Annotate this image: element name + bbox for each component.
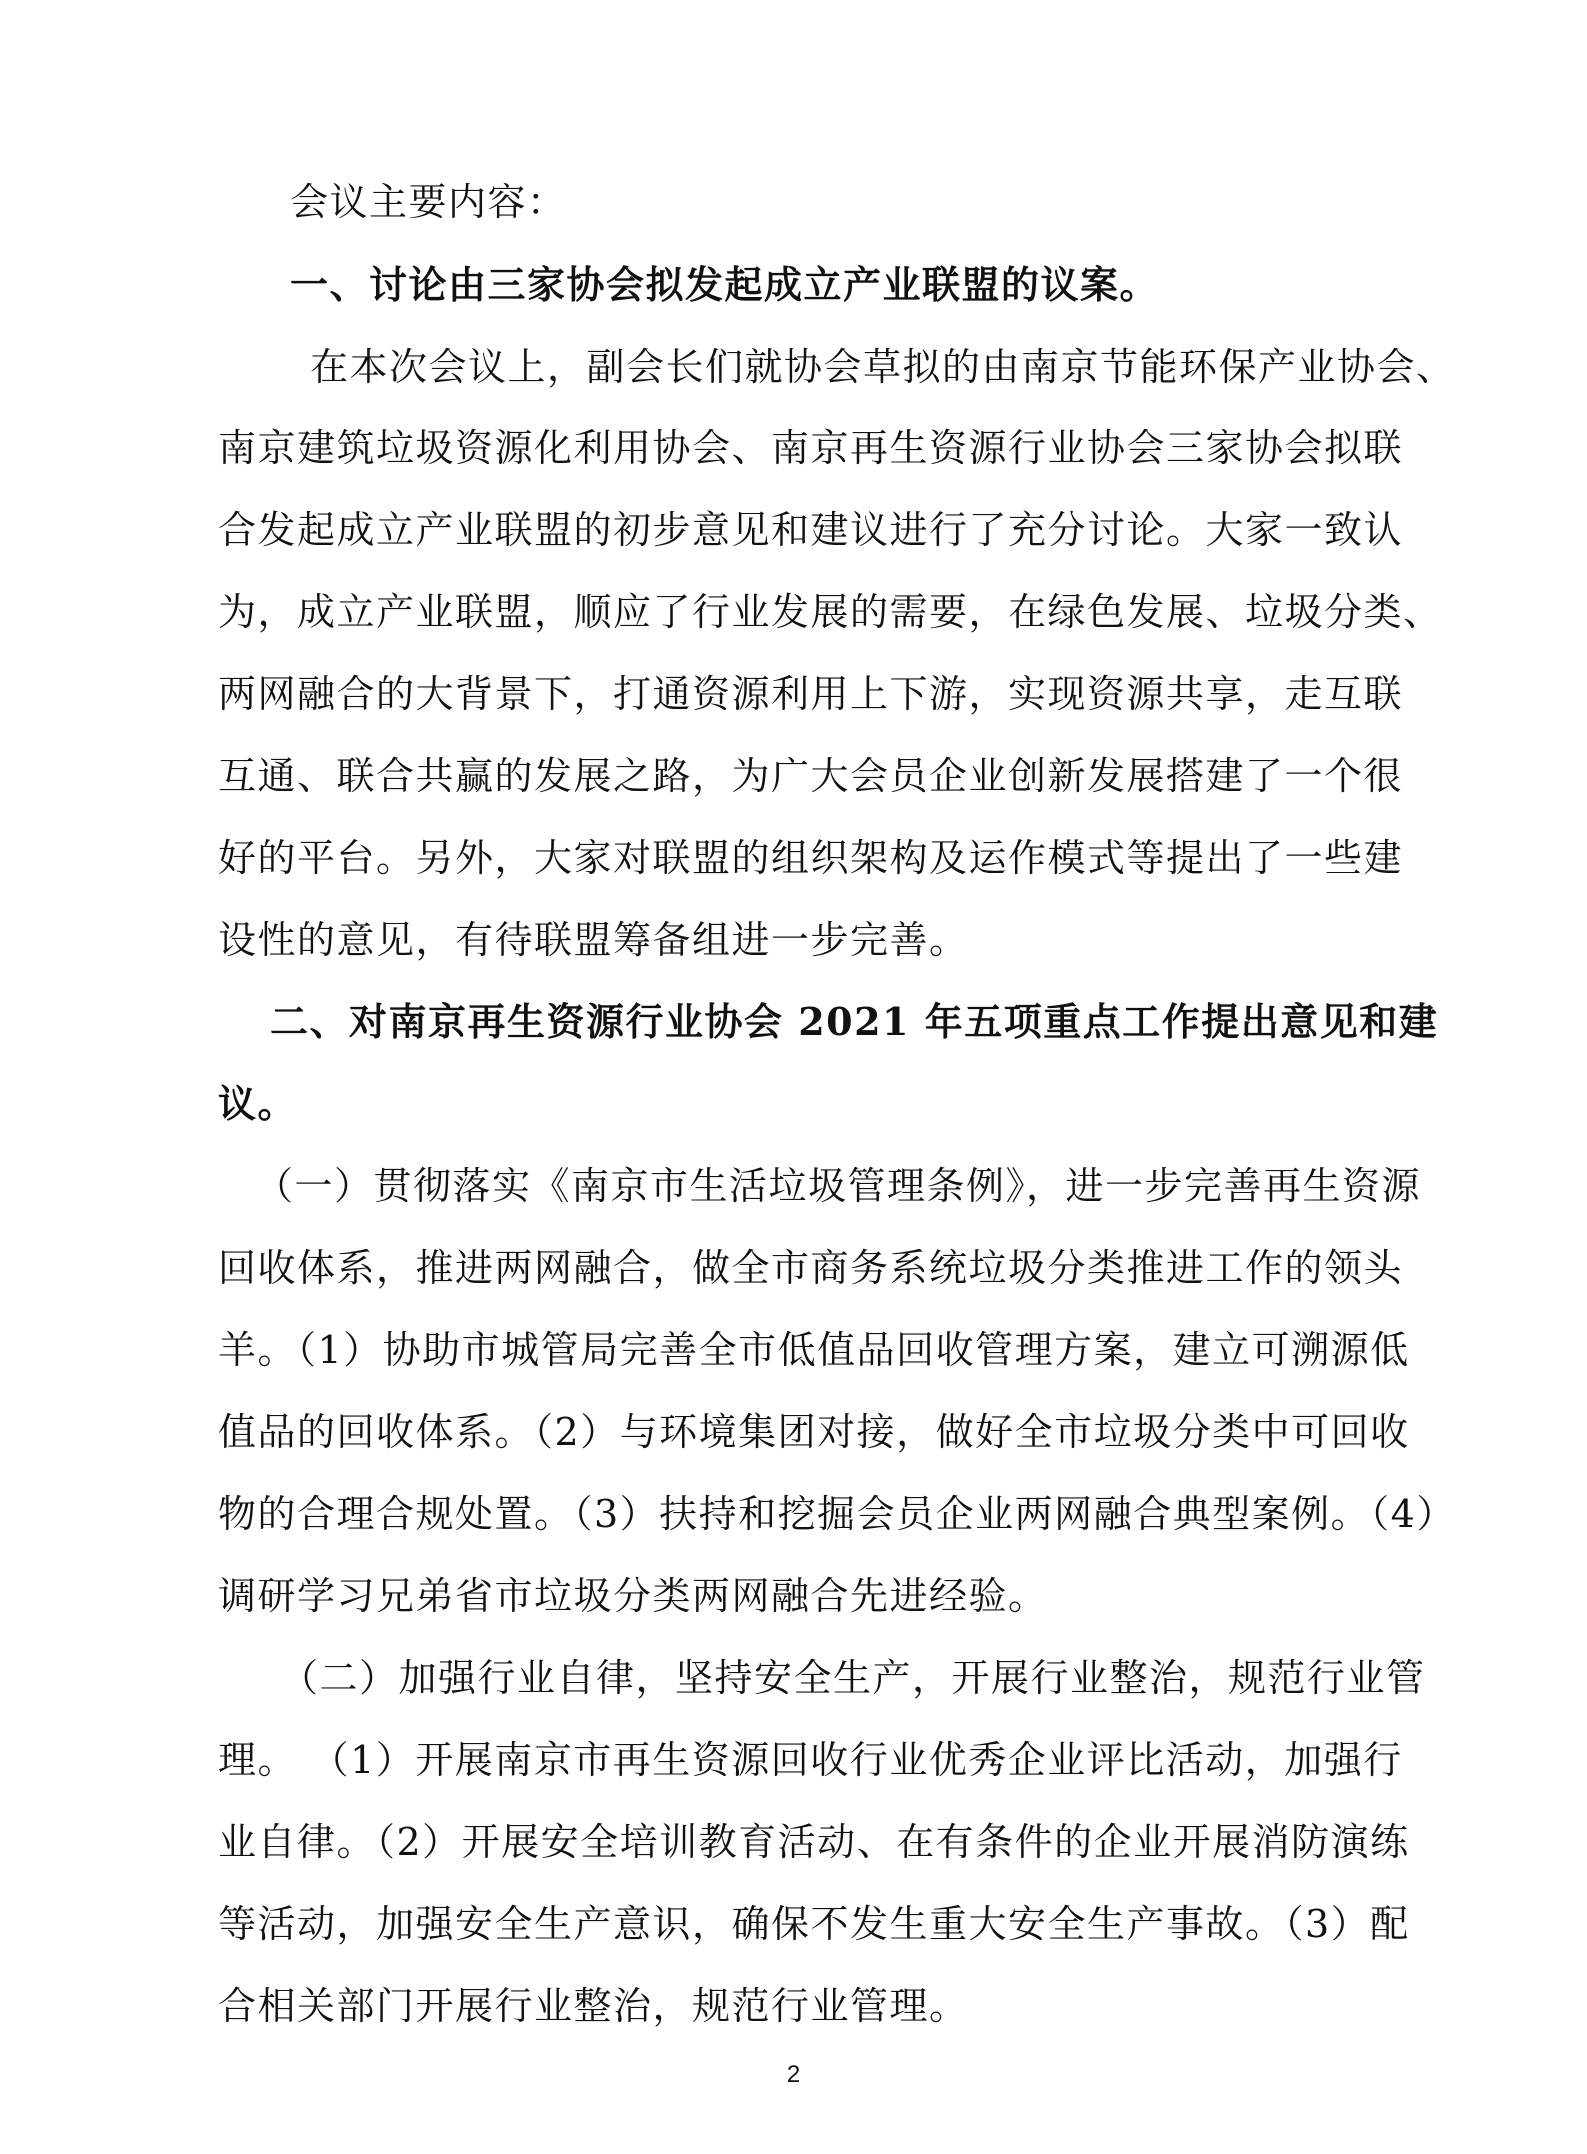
- text-line: 一、讨论由三家协会拟发起成立产业联盟的议案。: [290, 262, 1160, 307]
- text-line: （二）加强行业自律，坚持安全生产，开展行业整治，规范行业管: [280, 1656, 1426, 1700]
- text-line: 理。 （1）开展南京市再生资源回收行业优秀企业评比活动，加强行: [218, 1738, 1403, 1782]
- text-line: 互通、联合共赢的发展之路，为广大会员企业创新发展搭建了一个很: [218, 754, 1404, 798]
- text-line: 合发起成立产业联盟的初步意见和建议进行了充分讨论。大家一致认: [218, 508, 1404, 552]
- text-line: 为，成立产业联盟，顺应了行业发展的需要，在绿色发展、垃圾分类、: [218, 590, 1443, 634]
- text-line: 物的合理合规处置。（3）扶持和挖掘会员企业两网融合典型案例。（4）: [218, 1492, 1456, 1536]
- text-line: （一）贯彻落实《南京市生活垃圾管理条例》，进一步完善再生资源: [255, 1164, 1422, 1208]
- text-line: 在本次会议上，副会长们就协会草拟的由南京节能环保产业协会、: [310, 345, 1456, 389]
- page-number: 2: [786, 2061, 801, 2088]
- text-line: 值品的回收体系。（2）与环境集团对接，做好全市垃圾分类中可回收: [218, 1410, 1410, 1454]
- text-line: 会议主要内容：: [290, 180, 567, 224]
- text-line: 南京建筑垃圾资源化利用协会、南京再生资源行业协会三家协会拟联: [218, 426, 1404, 470]
- text-line: 等活动，加强安全生产意识，确保不发生重大安全生产事故。（3）配: [218, 1902, 1410, 1946]
- text-line: 好的平台。另外，大家对联盟的组织架构及运作模式等提出了一些建: [218, 836, 1404, 880]
- text-line: 两网融合的大背景下，打通资源利用上下游，实现资源共享，走互联: [218, 672, 1404, 716]
- text-line: 调研学习兄弟省市垃圾分类两网融合先进经验。: [218, 1574, 1048, 1618]
- text-line: 议。: [218, 1081, 298, 1126]
- text-line: 羊。（1）协助市城管局完善全市低值品回收管理方案，建立可溯源低: [218, 1328, 1410, 1372]
- text-line: 二、对南京再生资源行业协会 2021 年五项重点工作提出意见和建: [270, 999, 1439, 1044]
- text-line: 业自律。（2）开展安全培训教育活动、在有条件的企业开展消防演练: [218, 1820, 1410, 1864]
- text-line: 合相关部门开展行业整治，规范行业管理。: [218, 1984, 969, 2028]
- text-line: 设性的意见，有待联盟筹备组进一步完善。: [218, 918, 969, 962]
- text-line: 回收体系，推进两网融合，做全市商务系统垃圾分类推进工作的领头: [218, 1246, 1404, 1290]
